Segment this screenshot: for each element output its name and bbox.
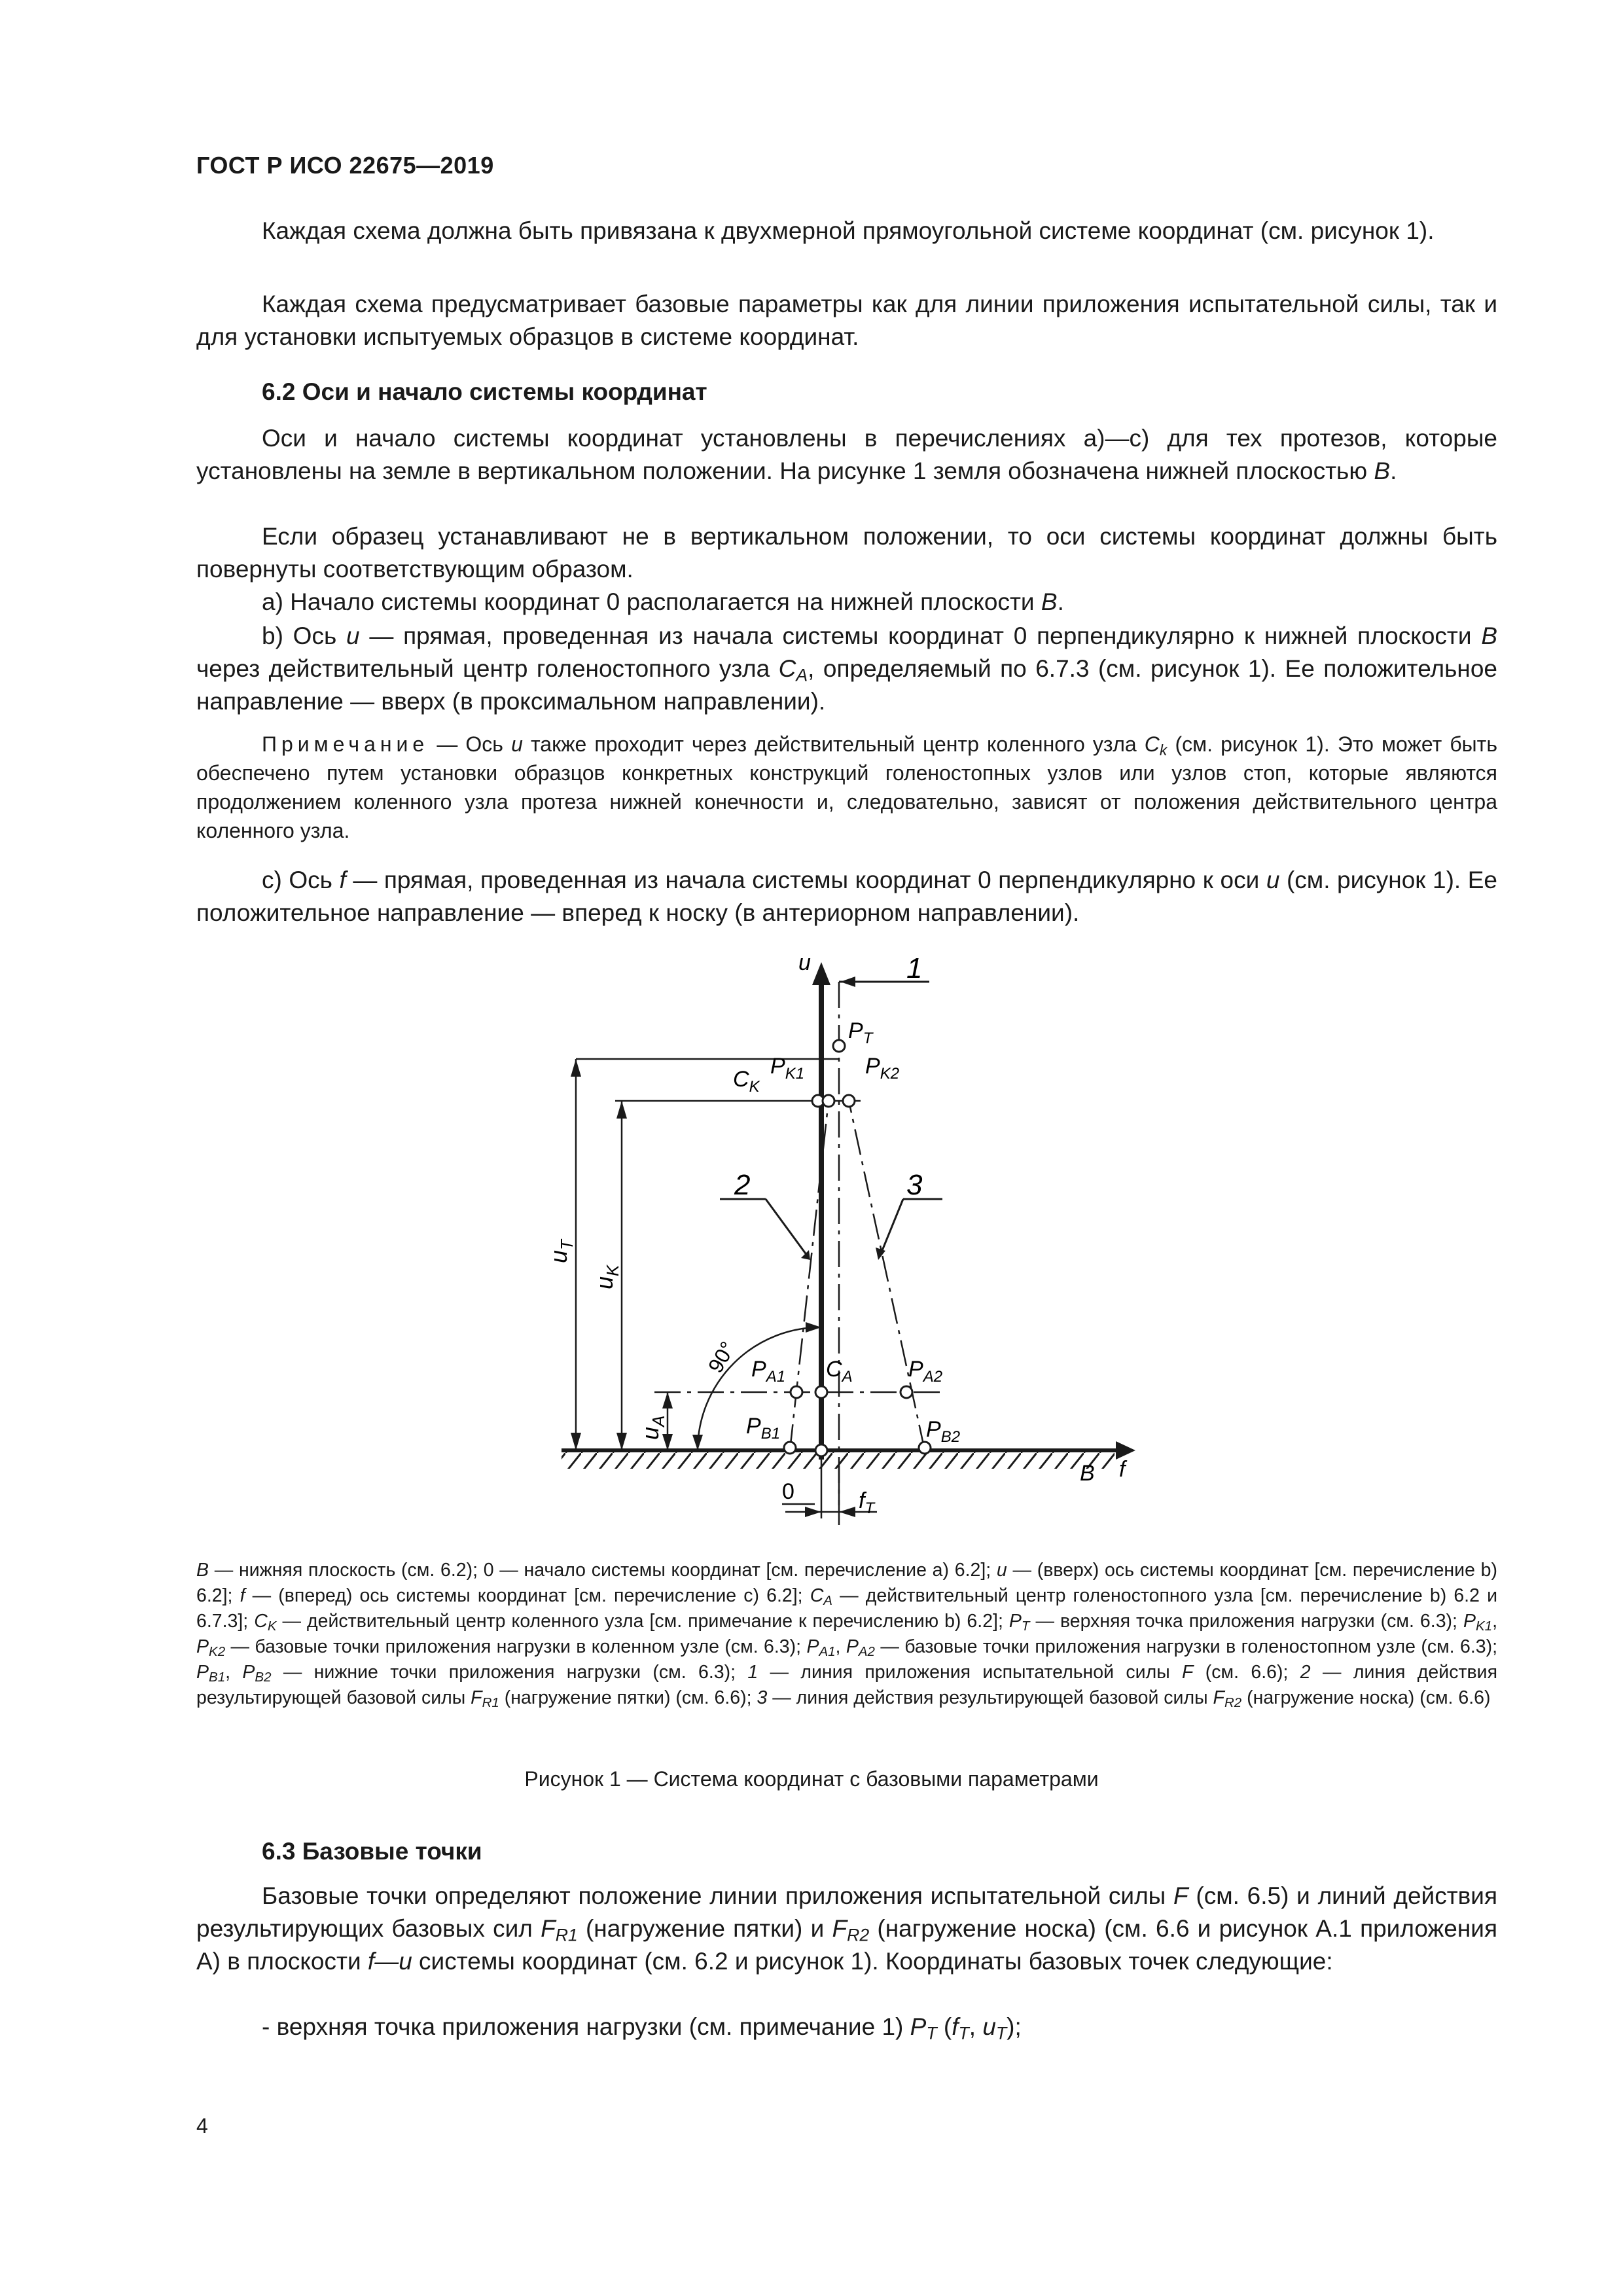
label-PK1: $P_{K1}$ [770, 1054, 805, 1083]
callout-2-leader [766, 1199, 807, 1255]
figure-legend: B — нижняя плоскость (см. 6.2); 0 — начало системы координат [см. перечисление а) 6.2]; u — (вверх) ось системы координат [см. перечисление b) 6.2]; f — (вперед) ось системы координат [см. перечисление с) 6.2]; $C_A$ — действительный центр голеностопного узла [см. перечисление b) 6.2 и 6.7.3]; $C_K$ — действительный центр коленного узла [см. примечание к перечислению b) 6.2]; $P_T$ — верхняя точка приложения нагрузки (см. 6.3); $P_{K1}$, $P_{K2}$ — базовые точки приложения нагрузки в коленном узле (см. 6.3); $P_{A1}$, $P_{A2}$ — базовые точки приложения нагрузки в голеностопном узле (см. 6.3); $P_{B1}$, $P_{B2}$ — нижние точки приложения нагрузки (см. 6.3); 1 — линия приложения испытательной силы F (см. 6.6); 2 — линия действия результирующей базовой силы $F_{R1}$ (нагружение пятки) (см. 6.6); 3 — линия действия результирующей базовой силы $F_{R2}$ (нагружение носка) (см. 6.6) [196, 1560, 1498, 1711]
callout-2: 2 [734, 1169, 751, 1201]
u-axis-arrowhead [812, 962, 830, 985]
document-header: ГОСТ Р ИСО 22675—2019 [196, 152, 494, 179]
section-6-2-paragraph-1: Оси и начало системы координат установлены в перечислениях а)—с) для тех протезов, которые установлены на земле в вертикальном положении. На рисунке 1 земля обозначена нижней плоскостью B. [196, 425, 1497, 484]
intro-paragraph-1: Каждая схема должна быть привязана к двухмерной прямоугольной системе координат (см. рисунок 1). [262, 217, 1435, 244]
point-PK2 [843, 1095, 855, 1107]
uT-arrow-bottom [571, 1433, 581, 1450]
point-CA [815, 1386, 827, 1398]
label-uA: $u_A$ [637, 1415, 668, 1440]
callout-1-arrow [840, 977, 855, 987]
callout-3: 3 [906, 1169, 923, 1201]
label-PB1: $P_{B1}$ [746, 1414, 781, 1443]
label-90-degrees: 90° [703, 1337, 740, 1377]
label-PA1: $P_{A1}$ [751, 1357, 786, 1386]
ground-hatch [562, 1452, 1115, 1469]
point-PB2 [919, 1442, 931, 1454]
line-3-toe-force [849, 1101, 925, 1450]
uK-arrow-top [616, 1101, 627, 1119]
label-CA: $C_A$ [826, 1357, 853, 1386]
note-paragraph: Примечание — Ось u также проходит через действительный центр коленного узла $C_k$ (см. рисунок 1). Это может быть обеспечено путем установки образцов конкретных конструкций голеностопных узлов или узлов стоп, которые являются продолжением коленного узла протеза нижней конечности и, следовательно, зависят от положения действительного центра коленного узла. [196, 732, 1498, 842]
point-PT [833, 1040, 845, 1052]
page-number: 4 [196, 2114, 208, 2138]
item-c: c) Ось f — прямая, проведенная из начала системы координат 0 перпендикулярно к оси u (см. рисунок 1). Ее положительное направление — вперед к носку (в антериорном направлении). [196, 867, 1498, 926]
label-CK: $C_K$ [733, 1067, 760, 1096]
item-a: a) Начало системы координат 0 располагается на нижней плоскости B. [262, 588, 1064, 615]
section-6-3-paragraph-1: Базовые точки определяют положение линии приложения испытательной силы F (см. 6.5) и линий действия результирующих базовых сил $F_{R1}$ (нагружение пятки) и $F_{R2}$ (нагружение носка) (см. 6.6 и рисунок А.1 приложения А) в плоскости f—u системы координат (см. 6.2 и рисунок 1). Координаты базовых точек следующие: [196, 1882, 1498, 1975]
uK-arrow-bottom [616, 1433, 627, 1450]
uA-arrow-bottom [662, 1434, 673, 1450]
label-uT: $u_T$ [545, 1240, 577, 1263]
point-PB1 [784, 1442, 796, 1454]
section-6-2-title: 6.2 Оси и начало системы координат [262, 378, 707, 405]
point-PA1 [791, 1386, 802, 1398]
callout-3-arrow [876, 1247, 885, 1260]
label-PA2: $P_{A2}$ [908, 1357, 943, 1386]
uA-arrow-top [662, 1392, 673, 1408]
callout-3-leader [880, 1199, 903, 1255]
arc-arrow-bottom [692, 1435, 703, 1450]
reference-point-bullet: - верхняя точка приложения нагрузки (см. примечание 1) $P_T$ ($f_T$, $u_T$); [262, 2013, 1022, 2043]
label-PB2: $P_{B2}$ [926, 1417, 961, 1446]
label-PT: $P_T$ [848, 1018, 873, 1047]
label-PK2: $P_{K2}$ [865, 1054, 900, 1083]
section-6-2-paragraph-2: Если образец устанавливают не в вертикальном положении, то оси системы координат должны быть повернуты соответствующим образом. [196, 523, 1497, 583]
label-f-axis: f [1119, 1457, 1126, 1482]
callout-2-arrow [801, 1250, 810, 1260]
label-u-axis: u [798, 950, 811, 975]
label-uK: $u_K$ [591, 1265, 622, 1289]
uT-arrow-top [571, 1059, 581, 1077]
point-PA2 [901, 1386, 912, 1398]
label-B: B [1080, 1461, 1095, 1486]
point-origin [815, 1444, 827, 1456]
figure-caption: Рисунок 1 — Система координат с базовыми параметрами [524, 1767, 1099, 1791]
fT-arrow-right [839, 1507, 855, 1517]
label-origin: 0 [782, 1479, 794, 1504]
intro-paragraph-2: Каждая схема предусматривает базовые параметры как для линии приложения испытательной силы, так и для установки испытуемых образцов в системе координат. [196, 291, 1497, 350]
section-6-3-title: 6.3 Базовые точки [262, 1838, 482, 1865]
point-PK1 [823, 1095, 834, 1107]
label-fT: $f_T$ [859, 1488, 875, 1517]
callout-1: 1 [906, 952, 923, 984]
fT-arrow-left [805, 1507, 821, 1517]
item-b: b) Ось u — прямая, проведенная из начала системы координат 0 перпендикулярно к нижней плоскости B через действительный центр голеностопного узла $C_A$, определяемый по 6.7.3 (см. рисунок 1). Ее положительное направление — вверх (в проксимальном направлении). [196, 622, 1497, 715]
